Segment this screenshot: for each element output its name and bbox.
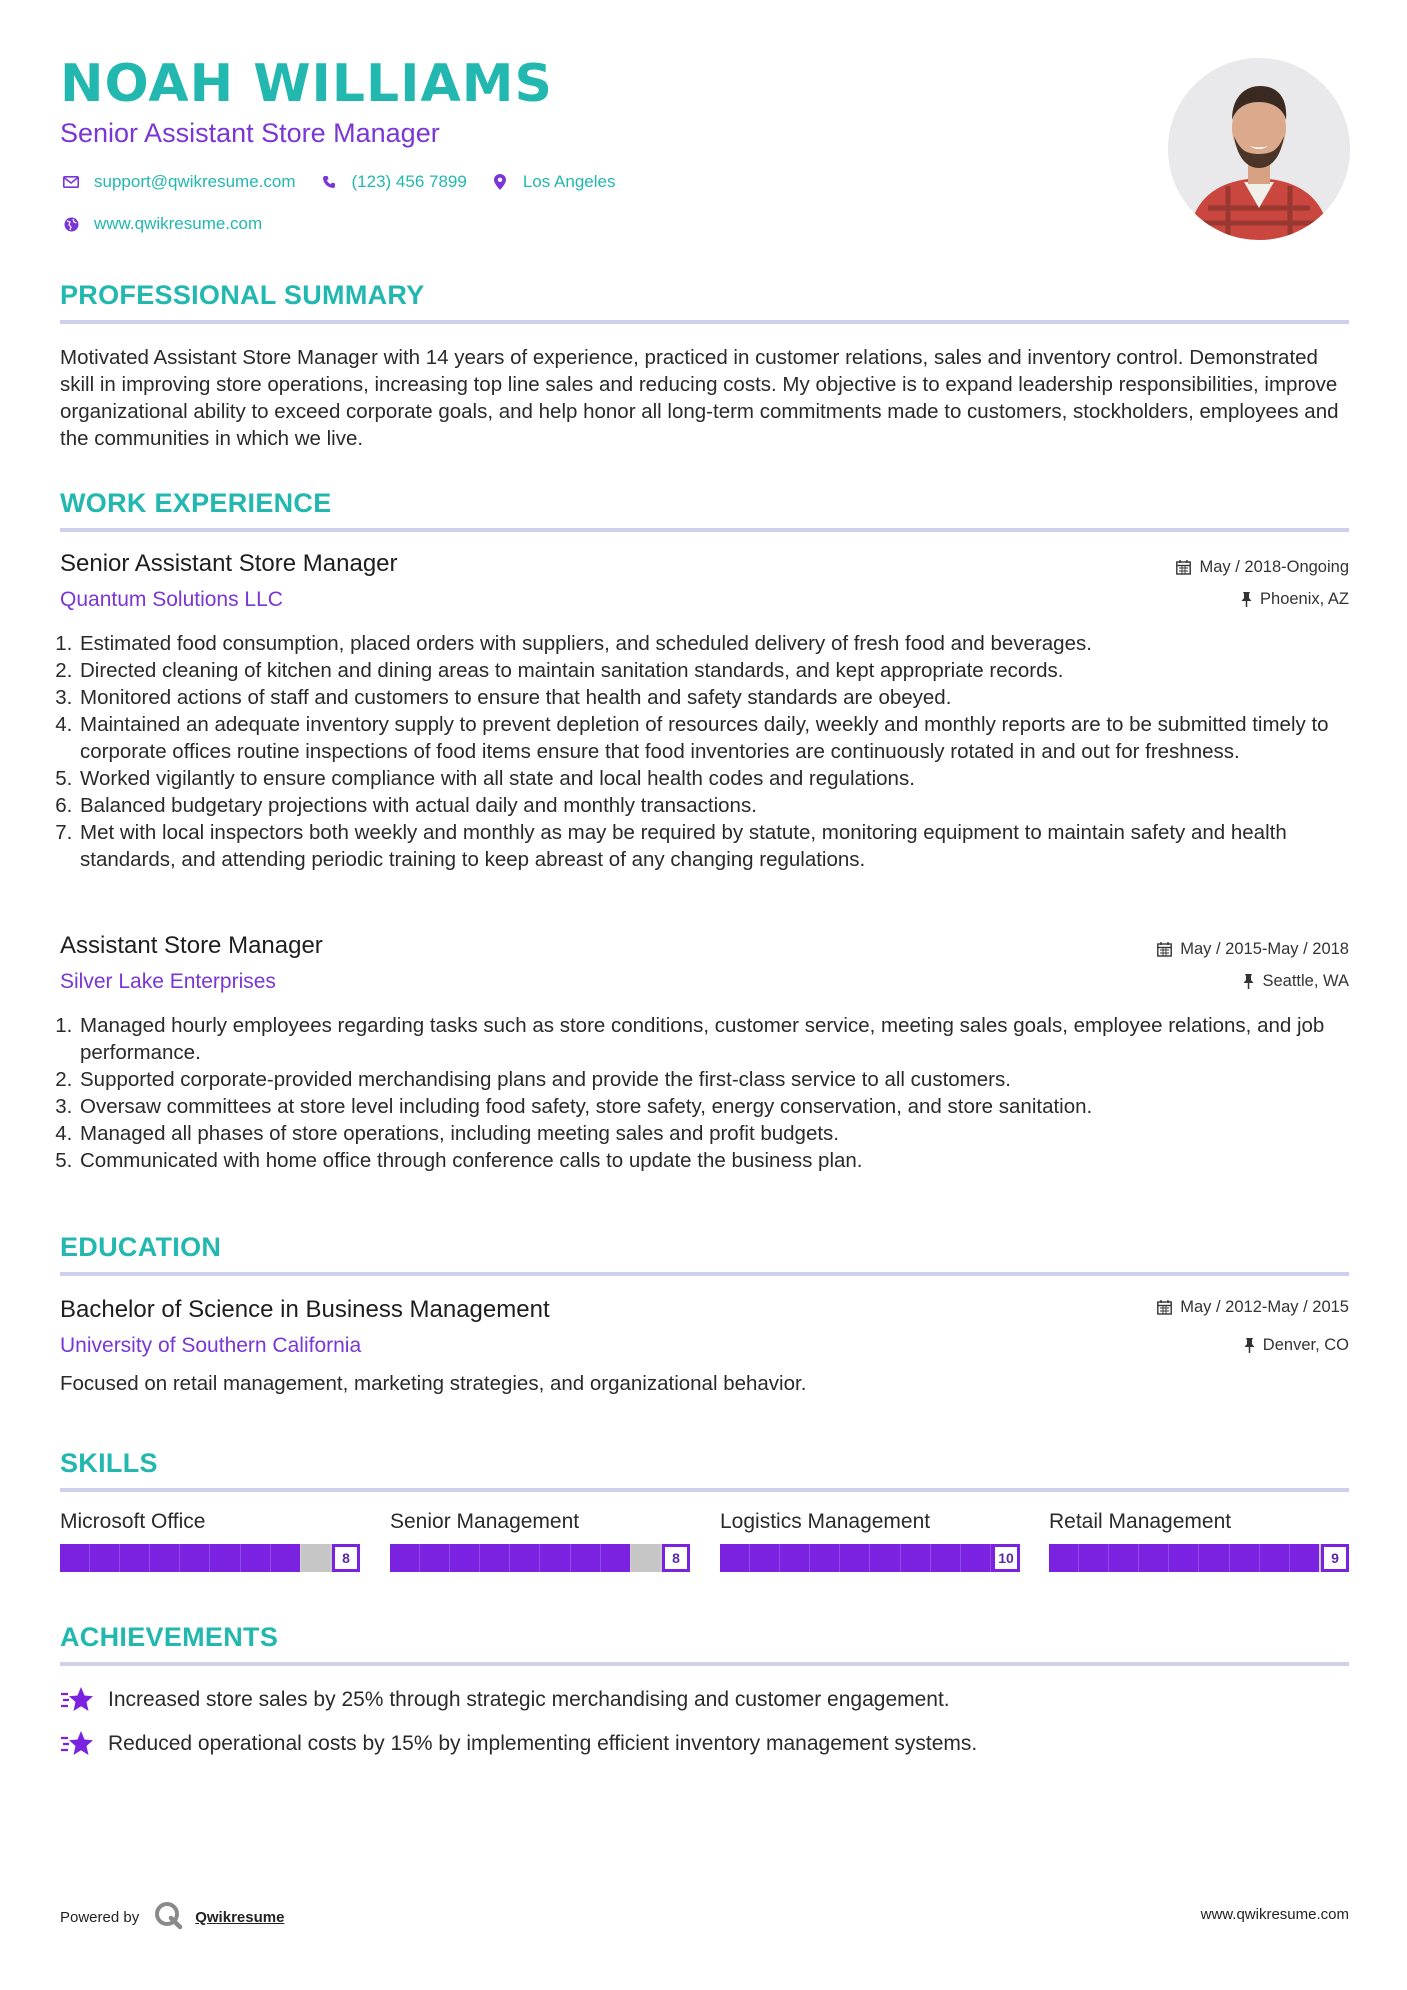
skill-level-badge: 10 <box>992 1544 1020 1572</box>
skill-name: Logistics Management <box>720 1510 931 1533</box>
pushpin-icon <box>1241 592 1252 607</box>
email-link[interactable]: support@qwikresume.com <box>94 172 296 191</box>
section-divider <box>60 528 1349 532</box>
skill-name: Microsoft Office <box>60 1510 206 1533</box>
skill-bar-segment <box>89 1544 119 1572</box>
skill-bar-segment <box>1049 1544 1078 1572</box>
star-badge-icon <box>60 1728 94 1760</box>
section-divider <box>60 1662 1349 1666</box>
skill-bar-segment <box>479 1544 509 1572</box>
job-bullets <box>60 1012 1368 1174</box>
achievement-item <box>60 1728 977 1760</box>
skill-name: Retail Management <box>1049 1510 1232 1533</box>
list-item: 1. Managed hourly employees regarding tasks such as store conditions, customer service, meeting sales goals, employee relations, and job performance. <box>78 1012 1368 1066</box>
education-heading: EDUCATION <box>60 1232 222 1262</box>
company-name: Quantum Solutions LLC <box>60 588 283 611</box>
candidate-name: NOAH WILLIAMS <box>60 54 553 114</box>
skill-bar-segment <box>630 1544 660 1572</box>
skill-bar-segment <box>1289 1544 1319 1572</box>
job-title: Assistant Store Manager <box>60 932 323 959</box>
list-item: 3. Monitored actions of staff and customers to ensure that health and safety standards are obeyed. <box>78 684 1368 711</box>
section-divider <box>60 1272 1349 1276</box>
skill-bar-segment <box>839 1544 869 1572</box>
job-bullets <box>60 630 1368 873</box>
pushpin-icon <box>1244 1338 1255 1353</box>
degree-title: Bachelor of Science in Business Management <box>60 1296 550 1323</box>
footer-website[interactable]: www.qwikresume.com <box>1200 1906 1349 1923</box>
website-row <box>60 214 284 234</box>
job-dates <box>1157 940 1349 959</box>
phone-link[interactable]: (123) 456 7899 <box>351 172 467 191</box>
skill-bar-segment <box>390 1544 419 1572</box>
skill-bar-segment <box>720 1544 749 1572</box>
pushpin-icon <box>1243 974 1254 989</box>
skill-bar-segment <box>900 1544 930 1572</box>
school-name: University of Southern California <box>60 1334 362 1357</box>
skill-bar-segment <box>149 1544 179 1572</box>
job-location-text: Phoenix, AZ <box>1260 590 1349 608</box>
skills-heading: SKILLS <box>60 1448 158 1478</box>
skill-level-badge: 8 <box>662 1544 690 1572</box>
skill-bar-segment <box>1229 1544 1259 1572</box>
education-dates-text: May / 2012-May / 2015 <box>1180 1298 1349 1316</box>
achievement-text: Reduced operational costs by 15% by implementing efficient inventory management systems. <box>108 1732 978 1755</box>
skill-bar-segment <box>539 1544 569 1572</box>
skill-bar-segment <box>300 1544 330 1572</box>
skill-bar-segment <box>60 1544 89 1572</box>
list-item: 4. Managed all phases of store operations, including meeting sales and profit budgets. <box>78 1120 1368 1147</box>
list-item: 7. Met with local inspectors both weekly and monthly as may be required by statute, monitoring equipment to maintain safety and health standards, and attending periodic training to keep abreast of any changing regulations. <box>78 819 1368 873</box>
skill-bar-segment <box>600 1544 630 1572</box>
achievements-heading: ACHIEVEMENTS <box>60 1622 279 1652</box>
location-text: Los Angeles <box>522 172 616 191</box>
list-item: 3. Oversaw committees at store level including food safety, store safety, energy conservation, and store sanitation. <box>78 1093 1368 1120</box>
job-title: Senior Assistant Store Manager <box>60 550 398 577</box>
skill-bar-segment <box>419 1544 449 1572</box>
summary-heading: PROFESSIONAL SUMMARY <box>60 280 425 310</box>
skill-bar-segment <box>270 1544 300 1572</box>
job-location <box>1241 590 1349 609</box>
skill-bar-segment <box>1138 1544 1168 1572</box>
skill-bar-segment <box>1168 1544 1198 1572</box>
list-item: 2. Supported corporate-provided merchandising plans and provide the first-class service to all customers. <box>78 1066 1368 1093</box>
globe-icon <box>60 214 82 234</box>
skill-bar-segment <box>179 1544 209 1572</box>
website-link[interactable]: www.qwikresume.com <box>94 214 263 233</box>
location-pin-icon <box>489 172 511 192</box>
education-dates <box>1157 1298 1349 1317</box>
calendar-icon <box>1157 942 1172 957</box>
skill-bar-segment <box>1078 1544 1108 1572</box>
calendar-icon <box>1157 1300 1172 1315</box>
email-icon <box>60 172 82 192</box>
skill-bar-segment <box>749 1544 779 1572</box>
skill-bar-segment <box>779 1544 809 1572</box>
profile-photo <box>1168 58 1350 240</box>
candidate-title: Senior Assistant Store Manager <box>60 118 440 148</box>
skill-item <box>1049 1510 1349 1572</box>
job-location-text: Seattle, WA <box>1262 972 1349 990</box>
education-location-text: Denver, CO <box>1262 1336 1349 1354</box>
phone-icon <box>318 172 340 192</box>
job-dates <box>1176 558 1349 577</box>
skill-bar-segment <box>449 1544 479 1572</box>
list-item: 6. Balanced budgetary projections with actual daily and monthly transactions. <box>78 792 1368 819</box>
achievement-item <box>60 1684 950 1716</box>
list-item: 5. Communicated with home office through conference calls to update the business plan. <box>78 1147 1368 1174</box>
skill-level-badge: 9 <box>1321 1544 1349 1572</box>
section-divider <box>60 320 1349 324</box>
calendar-icon <box>1176 560 1191 575</box>
powered-by-label: Powered by <box>60 1908 140 1926</box>
job-location <box>1243 972 1349 991</box>
skill-rating-bar <box>390 1544 690 1572</box>
skill-bar-segment <box>930 1544 960 1572</box>
list-item: 5. Worked vigilantly to ensure compliance with all state and local health codes and regulations. <box>78 765 1368 792</box>
skill-item <box>60 1510 360 1572</box>
list-item: 4. Maintained an adequate inventory supply to prevent depletion of resources daily, weekly and monthly reports are to be submitted timely to corporate offices routine inspections of food items ensure that food inventories are continuously rotated in and out for freshness. <box>78 711 1368 765</box>
experience-heading: WORK EXPERIENCE <box>60 488 332 518</box>
skill-bar-segment <box>209 1544 239 1572</box>
list-item: 1. Estimated food consumption, placed orders with suppliers, and scheduled delivery of fresh food and beverages. <box>78 630 1368 657</box>
skill-rating-bar <box>1049 1544 1349 1572</box>
qwikresume-logo-icon <box>153 1900 183 1934</box>
company-name: Silver Lake Enterprises <box>60 970 276 993</box>
star-badge-icon <box>60 1684 94 1716</box>
skill-item <box>390 1510 690 1572</box>
skill-bar-segment <box>240 1544 270 1572</box>
skill-bar-segment <box>570 1544 600 1572</box>
list-item: 2. Directed cleaning of kitchen and dining areas to maintain sanitation standards, and kept appropriate records. <box>78 657 1368 684</box>
skill-bar-segment <box>1108 1544 1138 1572</box>
skill-rating-bar <box>60 1544 360 1572</box>
achievement-text: Increased store sales by 25% through strategic merchandising and customer engagement. <box>108 1688 950 1711</box>
skill-bar-segment <box>119 1544 149 1572</box>
skill-name: Senior Management <box>390 1510 580 1533</box>
skill-rating-bar <box>720 1544 1020 1572</box>
skill-bar-segment <box>1198 1544 1228 1572</box>
job-dates-text: May / 2015-May / 2018 <box>1180 940 1349 958</box>
section-divider <box>60 1488 1349 1492</box>
skill-bar-segment <box>869 1544 899 1572</box>
skill-bar-segment <box>509 1544 539 1572</box>
job-dates-text: May / 2018-Ongoing <box>1199 558 1349 576</box>
skill-level-badge: 8 <box>332 1544 360 1572</box>
summary-text: Motivated Assistant Store Manager with 14 years of experience, practiced in customer relations, sales and inventory control. Demonstrated skill in improving store operations, increasing top line sales and reducing costs. My objective is to expand leadership responsibilities, improve organizational ability to exceed corporate goals, and help honor all long-term commitments made to customers, stockholders, employees and the communities in which we live. <box>60 346 1339 450</box>
footer-powered-by <box>60 1900 284 1934</box>
contact-row <box>60 172 637 192</box>
qwikresume-link[interactable]: Qwikresume <box>195 1908 285 1926</box>
education-location <box>1244 1336 1349 1355</box>
skill-bar-segment <box>1259 1544 1289 1572</box>
skill-bar-segment <box>809 1544 839 1572</box>
skill-bar-segment <box>960 1544 990 1572</box>
skill-item <box>720 1510 1020 1572</box>
education-description: Focused on retail management, marketing strategies, and organizational behavior. <box>60 1372 807 1395</box>
